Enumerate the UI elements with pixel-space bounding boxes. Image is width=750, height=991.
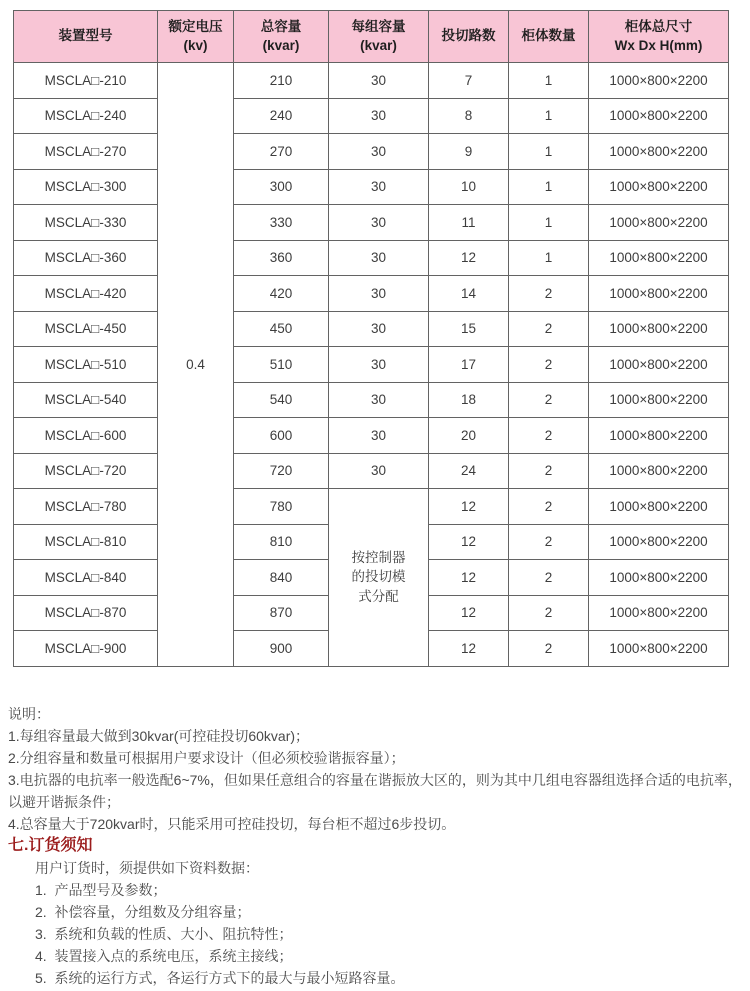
header-cabinet-size: 柜体总尺寸 Wx Dx H(mm) <box>589 11 729 63</box>
total-capacity-cell: 810 <box>234 524 329 560</box>
cabinets-cell: 1 <box>509 240 589 276</box>
total-capacity-cell: 600 <box>234 418 329 454</box>
cabinets-cell: 2 <box>509 311 589 347</box>
circuits-cell: 12 <box>429 240 509 276</box>
model-cell: MSCLA□-240 <box>14 98 158 134</box>
cabinets-cell: 2 <box>509 489 589 525</box>
circuits-cell: 8 <box>429 98 509 134</box>
notes-section <box>8 703 744 989</box>
model-cell: MSCLA□-780 <box>14 489 158 525</box>
order-item: 4. 装置接入点的系统电压，系统主接线； <box>35 948 293 964</box>
cabinets-cell: 1 <box>509 169 589 205</box>
order-intro: 用户订货时，须提供如下资料数据： <box>35 860 259 876</box>
total-capacity-cell: 330 <box>234 205 329 241</box>
model-cell: MSCLA□-300 <box>14 169 158 205</box>
size-cell: 1000×800×2200 <box>589 169 729 205</box>
model-cell: MSCLA□-540 <box>14 382 158 418</box>
group-capacity-cell: 30 <box>329 98 429 134</box>
size-cell: 1000×800×2200 <box>589 453 729 489</box>
header-row <box>14 11 729 63</box>
circuits-cell: 12 <box>429 595 509 631</box>
circuits-cell: 11 <box>429 205 509 241</box>
group-capacity-cell: 30 <box>329 347 429 383</box>
total-capacity-cell: 270 <box>234 134 329 170</box>
size-cell: 1000×800×2200 <box>589 276 729 312</box>
group-capacity-cell: 30 <box>329 418 429 454</box>
size-cell: 1000×800×2200 <box>589 560 729 596</box>
circuits-cell: 24 <box>429 453 509 489</box>
table-row <box>14 134 729 170</box>
model-cell: MSCLA□-900 <box>14 631 158 667</box>
header-model <box>14 11 158 63</box>
circuits-cell: 15 <box>429 311 509 347</box>
size-cell: 1000×800×2200 <box>589 134 729 170</box>
note-item: 2.分组容量和数量可根据用户要求设计（但必须校验谐振容量）； <box>8 750 405 766</box>
table-row <box>14 240 729 276</box>
group-capacity-cell: 30 <box>329 311 429 347</box>
table-row <box>14 63 729 99</box>
notes-title: 说明： <box>8 706 50 722</box>
header-rated-voltage: 额定电压 (kv) <box>158 11 234 63</box>
circuits-cell: 10 <box>429 169 509 205</box>
model-cell: MSCLA□-810 <box>14 524 158 560</box>
total-capacity-cell: 450 <box>234 311 329 347</box>
model-cell: MSCLA□-210 <box>14 63 158 99</box>
table-row <box>14 489 729 525</box>
total-capacity-cell: 240 <box>234 98 329 134</box>
spec-table <box>13 10 729 667</box>
table-row <box>14 205 729 241</box>
table-row <box>14 169 729 205</box>
size-cell: 1000×800×2200 <box>589 595 729 631</box>
circuits-cell: 9 <box>429 134 509 170</box>
model-cell: MSCLA□-270 <box>14 134 158 170</box>
cabinets-cell: 2 <box>509 524 589 560</box>
circuits-cell: 18 <box>429 382 509 418</box>
total-capacity-cell: 780 <box>234 489 329 525</box>
table-row <box>14 453 729 489</box>
order-item: 5. 系统的运行方式，各运行方式下的最大与最小短路容量。 <box>35 970 405 986</box>
group-capacity-cell: 30 <box>329 382 429 418</box>
table-row <box>14 311 729 347</box>
model-cell: MSCLA□-360 <box>14 240 158 276</box>
cabinets-cell: 1 <box>509 205 589 241</box>
total-capacity-cell: 870 <box>234 595 329 631</box>
header-model-label: 装置型号 <box>58 28 113 44</box>
cabinets-cell: 2 <box>509 631 589 667</box>
group-capacity-cell: 30 <box>329 134 429 170</box>
size-cell: 1000×800×2200 <box>589 489 729 525</box>
table-row <box>14 382 729 418</box>
model-cell: MSCLA□-450 <box>14 311 158 347</box>
order-item: 2. 补偿容量，分组数及分组容量； <box>35 904 251 920</box>
header-total-capacity: 总容量 (kvar) <box>234 11 329 63</box>
cabinets-cell: 1 <box>509 98 589 134</box>
total-capacity-cell: 360 <box>234 240 329 276</box>
group-capacity-cell: 30 <box>329 240 429 276</box>
spec-table-header <box>14 11 729 63</box>
model-cell: MSCLA□-870 <box>14 595 158 631</box>
size-cell: 1000×800×2200 <box>589 205 729 241</box>
model-cell: MSCLA□-330 <box>14 205 158 241</box>
order-section-title: 七.订货须知 <box>8 837 93 854</box>
total-capacity-cell: 420 <box>234 276 329 312</box>
total-capacity-cell: 510 <box>234 347 329 383</box>
table-row <box>14 418 729 454</box>
circuits-cell: 12 <box>429 489 509 525</box>
total-capacity-cell: 900 <box>234 631 329 667</box>
size-cell: 1000×800×2200 <box>589 382 729 418</box>
cabinets-cell: 1 <box>509 63 589 99</box>
circuits-cell: 12 <box>429 560 509 596</box>
circuits-cell: 17 <box>429 347 509 383</box>
circuits-cell: 20 <box>429 418 509 454</box>
note-item: 1.每组容量最大做到30kvar(可控硅投切60kvar)； <box>8 728 310 744</box>
circuits-cell: 14 <box>429 276 509 312</box>
circuits-cell: 7 <box>429 63 509 99</box>
group-capacity-cell: 30 <box>329 63 429 99</box>
size-cell: 1000×800×2200 <box>589 418 729 454</box>
total-capacity-cell: 840 <box>234 560 329 596</box>
total-capacity-cell: 300 <box>234 169 329 205</box>
spec-table-body <box>14 63 729 667</box>
model-cell: MSCLA□-600 <box>14 418 158 454</box>
group-capacity-cell: 30 <box>329 169 429 205</box>
model-cell: MSCLA□-720 <box>14 453 158 489</box>
total-capacity-cell: 210 <box>234 63 329 99</box>
order-section <box>8 857 744 989</box>
group-mode-cell <box>329 489 429 667</box>
group-capacity-cell: 30 <box>329 453 429 489</box>
order-item: 3. 系统和负载的性质、大小、阻抗特性； <box>35 926 293 942</box>
circuits-cell: 12 <box>429 524 509 560</box>
size-cell: 1000×800×2200 <box>589 631 729 667</box>
rated-voltage-cell: 0.4 <box>158 63 234 667</box>
group-capacity-cell: 30 <box>329 276 429 312</box>
size-cell: 1000×800×2200 <box>589 98 729 134</box>
size-cell: 1000×800×2200 <box>589 311 729 347</box>
cabinets-cell: 2 <box>509 560 589 596</box>
group-capacity-cell: 30 <box>329 205 429 241</box>
table-row <box>14 347 729 383</box>
cabinets-cell: 2 <box>509 347 589 383</box>
model-cell: MSCLA□-840 <box>14 560 158 596</box>
size-cell: 1000×800×2200 <box>589 63 729 99</box>
total-capacity-cell: 540 <box>234 382 329 418</box>
model-cell: MSCLA□-510 <box>14 347 158 383</box>
size-cell: 1000×800×2200 <box>589 524 729 560</box>
total-capacity-cell: 720 <box>234 453 329 489</box>
cabinets-cell: 2 <box>509 382 589 418</box>
size-cell: 1000×800×2200 <box>589 240 729 276</box>
cabinets-cell: 2 <box>509 276 589 312</box>
model-cell: MSCLA□-420 <box>14 276 158 312</box>
cabinets-cell: 2 <box>509 453 589 489</box>
cabinets-cell: 2 <box>509 418 589 454</box>
order-item: 1. 产品型号及参数； <box>35 882 167 898</box>
header-switching-circuits: 投切路数 <box>429 11 509 63</box>
note-item: 4.总容量大于720kvar时，只能采用可控硅投切，每台柜不超过6步投切。 <box>8 816 456 832</box>
header-cabinet-count: 柜体数量 <box>509 11 589 63</box>
cabinets-cell: 1 <box>509 134 589 170</box>
group-mode-cell-text: 按控制器的投切模式分配 <box>351 549 406 605</box>
table-row <box>14 276 729 312</box>
cabinets-cell: 2 <box>509 595 589 631</box>
table-row <box>14 98 729 134</box>
note-item: 3.电抗器的电抗率一般选配6~7%，但如果任意组合的容量在谐振放大区的，则为其中几组电容器组选择合适的电抗率，以避开谐振条件； <box>8 772 742 810</box>
circuits-cell: 12 <box>429 631 509 667</box>
header-group-capacity: 每组容量 (kvar) <box>329 11 429 63</box>
size-cell: 1000×800×2200 <box>589 347 729 383</box>
